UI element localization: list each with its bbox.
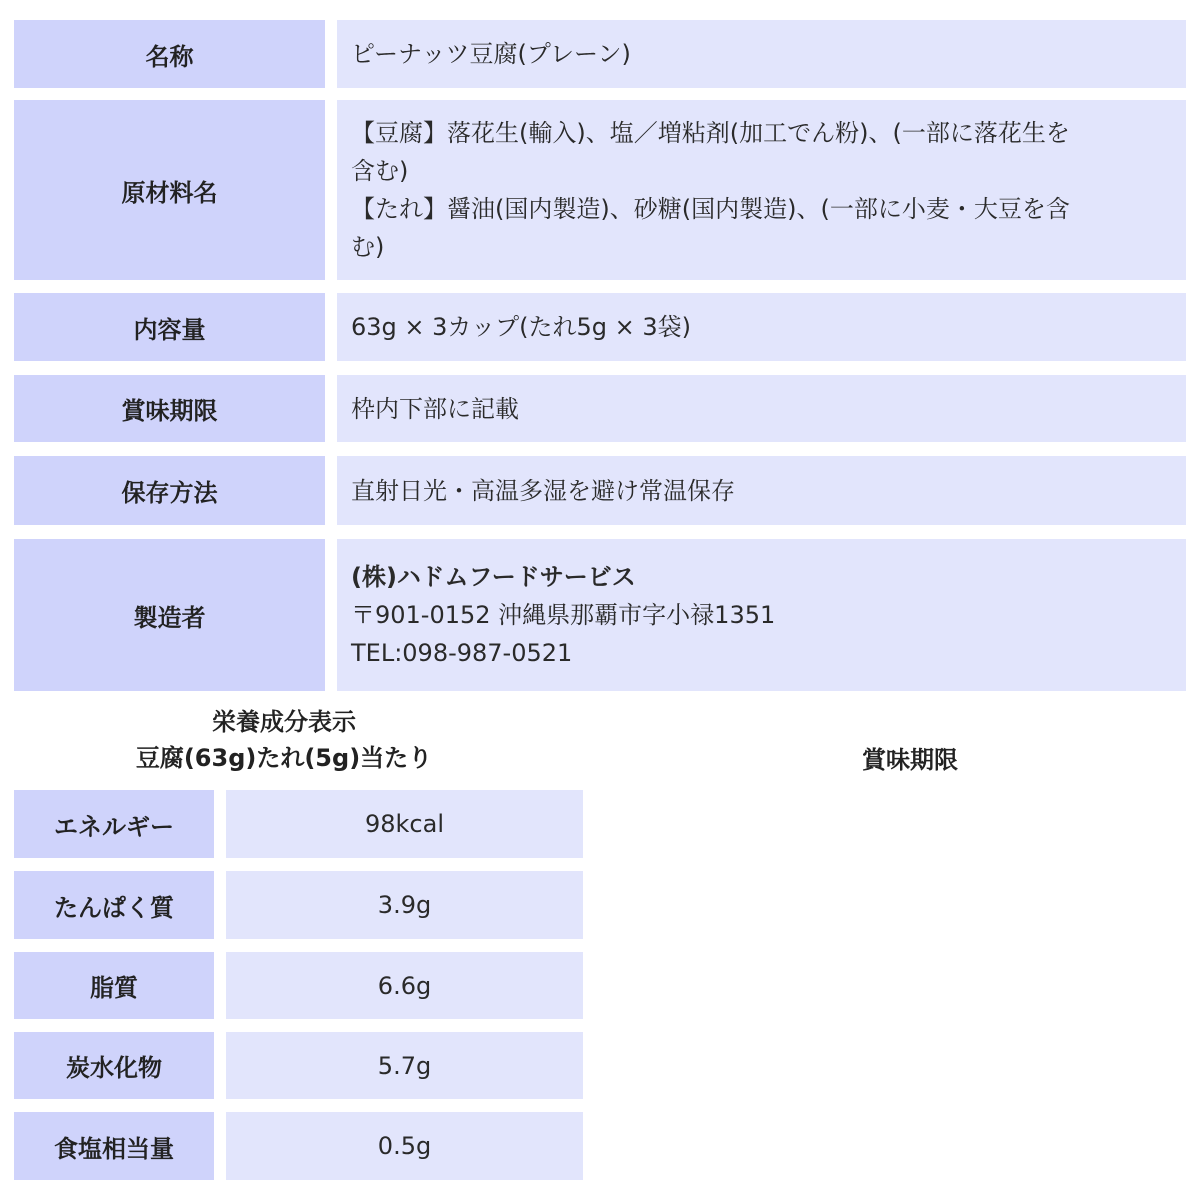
manufacturer-phone: TEL:098-987-0521 — [351, 639, 573, 667]
info-value-contents — [337, 293, 1186, 361]
info-value-manufacturer — [337, 539, 1186, 691]
info-value-storage — [337, 456, 1186, 525]
info-label-ingredients: 原材料名 — [14, 100, 325, 280]
info-label-name: 名称 — [14, 20, 325, 88]
nutrition-value-carbohydrate: 5.7g — [226, 1032, 583, 1099]
nutrition-value-fat: 6.6g — [226, 952, 583, 1019]
manufacturer-company: (株)ハドムフードサービス — [351, 563, 636, 591]
nutrition-label-salt: 食塩相当量 — [14, 1112, 214, 1180]
info-value-line: 直射日光・高温多湿を避け常温保存 — [351, 476, 735, 505]
expiry-section-title: 賞味期限 — [862, 746, 958, 774]
nutrition-value-energy: 98kcal — [226, 790, 583, 858]
info-value-line: 含む) — [351, 157, 409, 185]
nutrition-value-protein: 3.9g — [226, 871, 583, 939]
info-value-line: む) — [351, 233, 385, 261]
info-label-best-before: 賞味期限 — [14, 375, 325, 442]
nutrition-label-protein: たんぱく質 — [14, 871, 214, 939]
info-label-manufacturer: 製造者 — [14, 539, 325, 691]
info-value-name — [337, 20, 1186, 88]
nutrition-label-energy: エネルギー — [14, 790, 214, 858]
nutrition-label-fat: 脂質 — [14, 952, 214, 1019]
info-value-line: ピーナッツ豆腐(プレーン) — [351, 40, 631, 68]
nutrition-value-salt: 0.5g — [226, 1112, 583, 1180]
info-value-line: 【豆腐】落花生(輸入)、塩／増粘剤(加工でん粉)、(一部に落花生を — [351, 119, 1070, 147]
info-label-storage: 保存方法 — [14, 456, 325, 525]
nutrition-title-line1: 栄養成分表示 — [212, 708, 356, 736]
nutrition-label-carbohydrate: 炭水化物 — [14, 1032, 214, 1099]
info-value-line: 枠内下部に記載 — [351, 394, 519, 423]
nutrition-title — [14, 704, 554, 776]
info-value-ingredients — [337, 100, 1186, 280]
info-value-line: 【たれ】醤油(国内製造)、砂糖(国内製造)、(一部に小麦・大豆を含 — [351, 195, 1070, 223]
info-value-best-before — [337, 375, 1186, 442]
info-label-contents: 内容量 — [14, 293, 325, 361]
info-value-line: 63g × 3カップ(たれ5g × 3袋) — [351, 313, 692, 341]
manufacturer-address: 〒901-0152 沖縄県那覇市字小禄1351 — [351, 601, 776, 629]
nutrition-title-line2: 豆腐(63g)たれ(5g)当たり — [135, 744, 433, 772]
